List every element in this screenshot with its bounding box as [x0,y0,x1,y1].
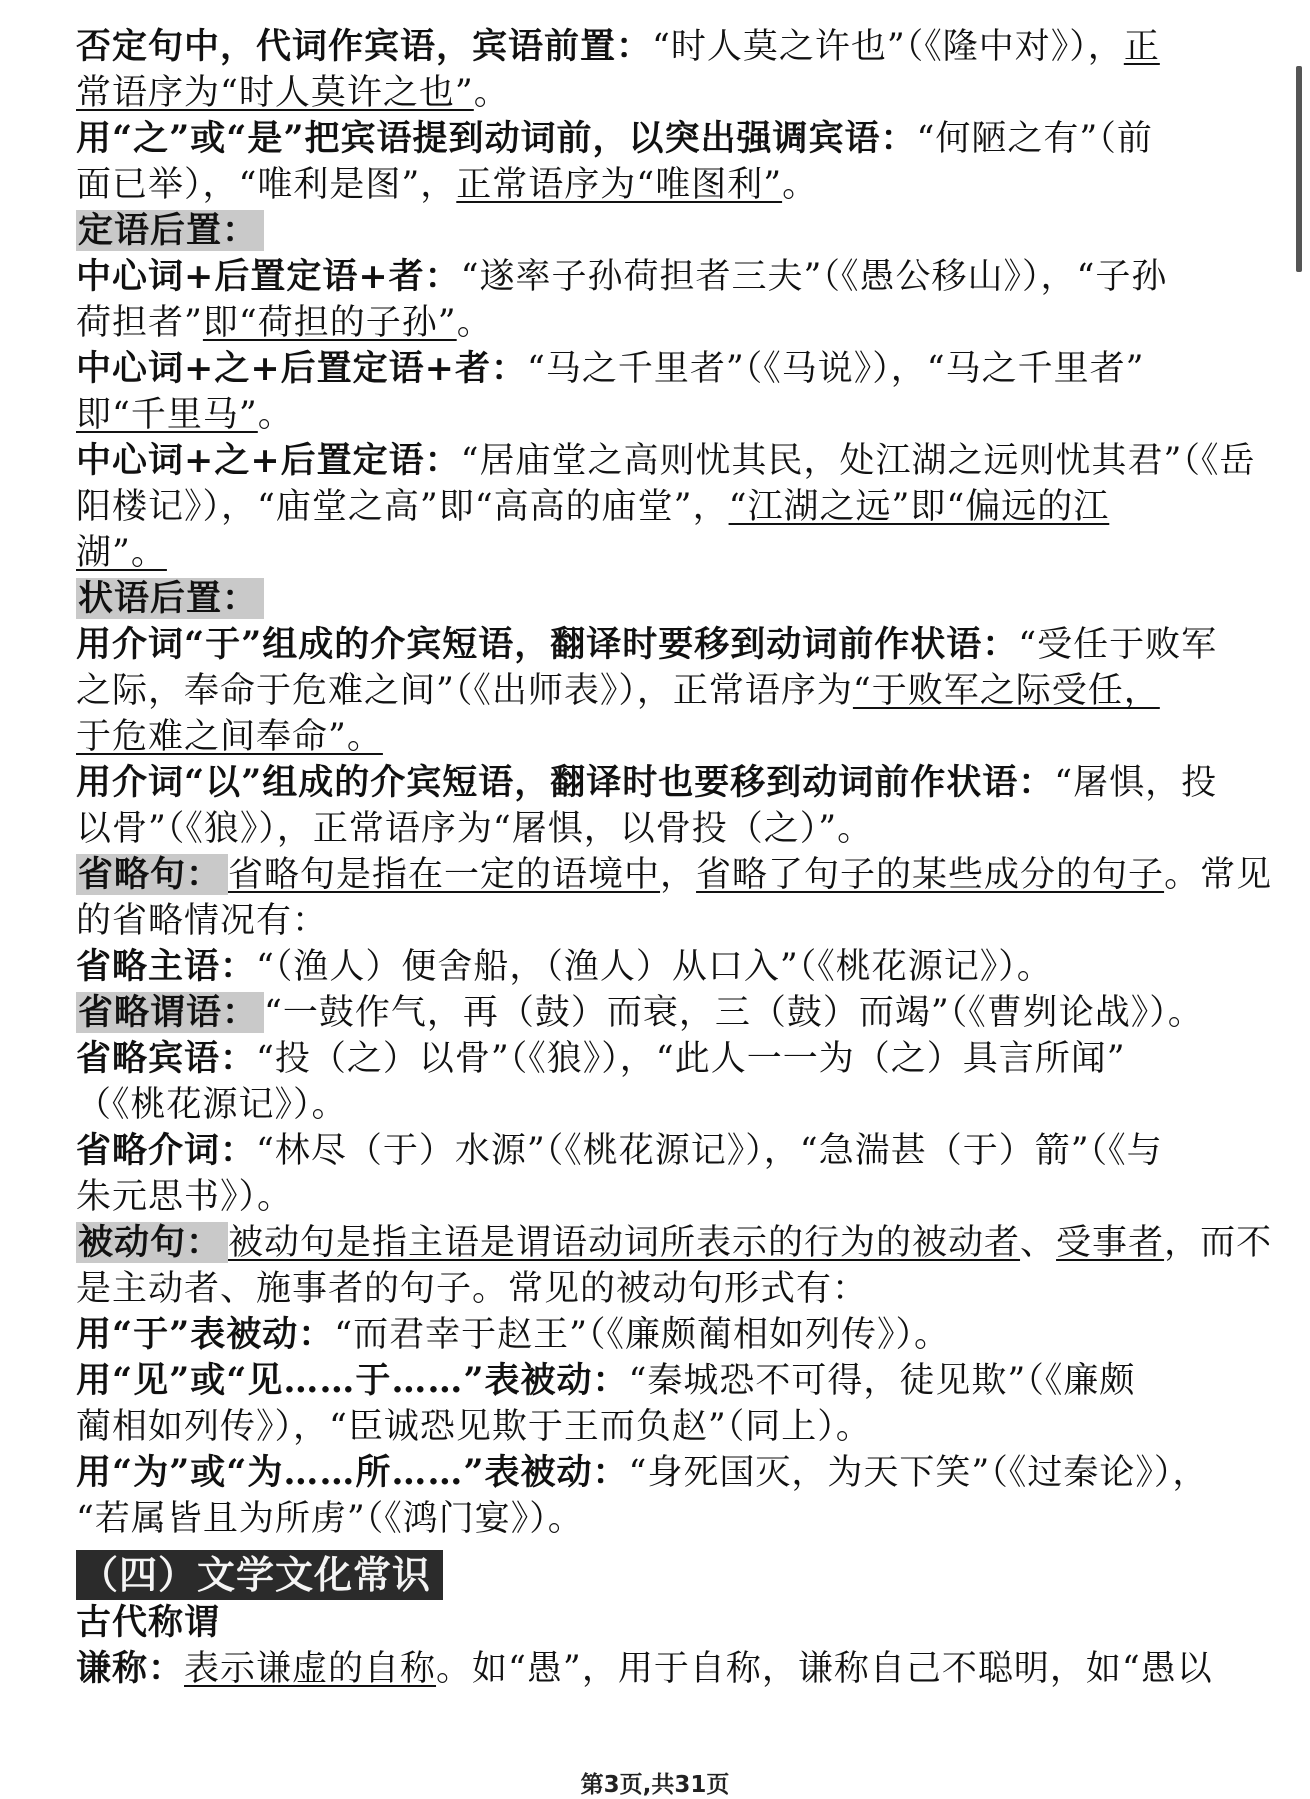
text-line [76,1600,1232,1646]
text-line [76,944,1232,990]
body-text: “遂率子孙荷担者三夫”（《愚公移山》），“子孙 [460,257,1168,297]
body-text: 。如“愚”，用于自称，谦称自己不聪明，如“愚以 [436,1649,1213,1689]
bold-term: 中心词+之+后置定语： [76,440,461,481]
body-text: 荷担者” [76,303,203,343]
text-line [76,70,1232,116]
text-line [76,392,1232,438]
body-text: 的省略情况有： [76,901,329,941]
underlined-text: 受事者 [1056,1223,1165,1263]
highlighted-heading: 省略谓语： [76,992,264,1033]
body-text: “一鼓作气，再（鼓）而衰，三（鼓）而竭”（《曹刿论战》）。 [264,993,1204,1033]
body-text: 。常见 [1164,855,1273,895]
body-text: 、 [1020,1223,1057,1263]
bold-term: 用介词“以”组成的介宾短语，翻译时也要移到动词前作状语： [76,762,1055,803]
bold-term: 古代称谓 [76,1602,221,1643]
body-text: 。 [257,395,294,435]
body-text: “受任于败军 [1018,625,1218,665]
section-heading: （四）文学文化常识 [76,1550,443,1600]
bold-term: 用“之”或“是”把宾语提到动词前，以突出强调宾语： [76,118,917,159]
document-body [76,24,1273,1692]
underlined-text: 即“荷担的子孙” [202,303,457,343]
text-line [76,1404,1232,1450]
bold-term: 用介词“于”组成的介宾短语，翻译时要移到动词前作状语： [76,624,1019,665]
text-line [76,852,1273,898]
highlighted-heading: 被动句： [76,1222,228,1263]
bold-term: 省略宾语： [76,1038,257,1079]
body-text: “何陋之有”（前 [916,119,1153,159]
body-text: 蔺相如列传》），“臣诚恐见欺于王而负赵”（同上）。 [76,1407,872,1447]
text-line [76,898,1232,944]
text-line [76,254,1232,300]
bold-term: 用“于”表被动： [76,1314,335,1355]
text-line [76,622,1232,668]
body-text: “时人莫之许也”（《隆中对》）， [652,27,1124,67]
text-line [76,1266,1232,1312]
text-line [76,484,1232,530]
text-line [76,806,1232,852]
bold-term: 用“为”或“为……所……”表被动： [76,1452,629,1493]
body-text: 。 [473,73,510,113]
body-text: “投（之）以骨”（《狼》），“此人一一为（之）具言所闻” [256,1039,1126,1079]
body-text: ，而不 [1164,1223,1273,1263]
text-line [76,668,1232,714]
bold-term: 用“见”或“见……于……”表被动： [76,1360,629,1401]
text-line [76,1496,1232,1542]
body-text: 以骨”（《狼》），正常语序为“屠惧，以骨投（之）”。 [76,809,874,849]
underlined-text: 于危难之间奉命”。 [76,717,383,757]
text-line [76,576,1232,622]
underlined-text: “于败军之际受任， [852,671,1160,711]
bold-term: 省略主语： [76,946,257,987]
highlighted-heading: 省略句： [76,854,228,895]
body-text: “屠惧，投 [1054,763,1218,803]
body-text: “若属皆且为所虏”（《鸿门宴》）。 [76,1499,584,1539]
text-line [76,162,1232,208]
bold-term: 中心词+后置定语+者： [76,256,461,297]
body-text: “居庙堂之高则忧其民，处江湖之远则忧其君”（《岳 [460,441,1256,481]
text-line [76,760,1232,806]
underlined-text: 湖”。 [76,533,167,573]
text-line [76,1358,1232,1404]
text-line [76,1542,1232,1600]
body-text: “马之千里者”（《马说》），“马之千里者” [526,349,1145,389]
body-text: 。 [782,165,819,205]
body-text: 是主动者、施事者的句子。常见的被动句形式有： [76,1269,869,1309]
text-line [76,1082,1232,1128]
text-line [76,1174,1232,1220]
scrollbar[interactable] [1296,66,1302,272]
text-line [76,1220,1273,1266]
body-text: “（渔人）便舍船，（渔人）从口入”（《桃花源记》）。 [256,947,1053,987]
text-line [76,300,1232,346]
underlined-text: 即“千里马” [76,395,258,435]
text-line [76,1036,1232,1082]
text-line [76,530,1232,576]
bold-term: 谦称： [76,1648,185,1689]
body-text: 阳楼记》），“庙堂之高”即“高高的庙堂”， [76,487,729,527]
underlined-text: 被动句是指主语是谓语动词所表示的行为的被动者 [228,1223,1021,1263]
body-text: “而君幸于赵王”（《廉颇蔺相如列传》）。 [334,1315,951,1355]
text-line [76,1312,1232,1358]
body-text: 之际，奉命于危难之间”（《出师表》），正常语序为 [76,671,853,711]
underlined-text: 省略句是指在一定的语境中 [228,855,661,895]
highlighted-heading: 状语后置： [76,578,264,619]
text-line [76,1128,1232,1174]
body-text: 。 [456,303,493,343]
bold-term: 否定句中，代词作宾语，宾语前置： [76,26,653,67]
text-line [76,438,1256,484]
text-line [76,1450,1232,1496]
body-text: 朱元思书》）。 [76,1177,294,1217]
text-line [76,208,1232,254]
body-text: “身死国灭，为天下笑”（《过秦论》）， [628,1453,1209,1493]
underlined-text: 正常语序为“唯图利” [456,165,783,205]
underlined-text: 常语序为“时人莫许之也” [76,73,474,113]
underlined-text: 省略了句子的某些成分的句子 [696,855,1165,895]
underlined-text: 表示谦虚的自称 [184,1649,437,1689]
body-text: “秦城恐不可得，徒见欺”（《廉颇 [628,1361,1136,1401]
text-line [76,990,1232,1036]
text-line [76,116,1232,162]
text-line [76,714,1232,760]
text-line [76,346,1232,392]
text-line [76,24,1232,70]
text-line [76,1646,1232,1692]
highlighted-heading: 定语后置： [76,210,264,251]
body-text: 面已举），“唯利是图”， [76,165,457,205]
bold-term: 中心词+之+后置定语+者： [76,348,527,389]
body-text: （《桃花源记》）。 [76,1085,348,1125]
body-text: ， [660,855,697,895]
page-footer: 第3页,共31页 [580,1772,730,1798]
underlined-text: “江湖之远”即“偏远的江 [728,487,1110,527]
underlined-text: 正 [1123,27,1160,67]
bold-term: 省略介词： [76,1130,257,1171]
body-text: “林尽（于）水源”（《桃花源记》），“急湍甚（于）箭”（《与 [256,1131,1163,1171]
